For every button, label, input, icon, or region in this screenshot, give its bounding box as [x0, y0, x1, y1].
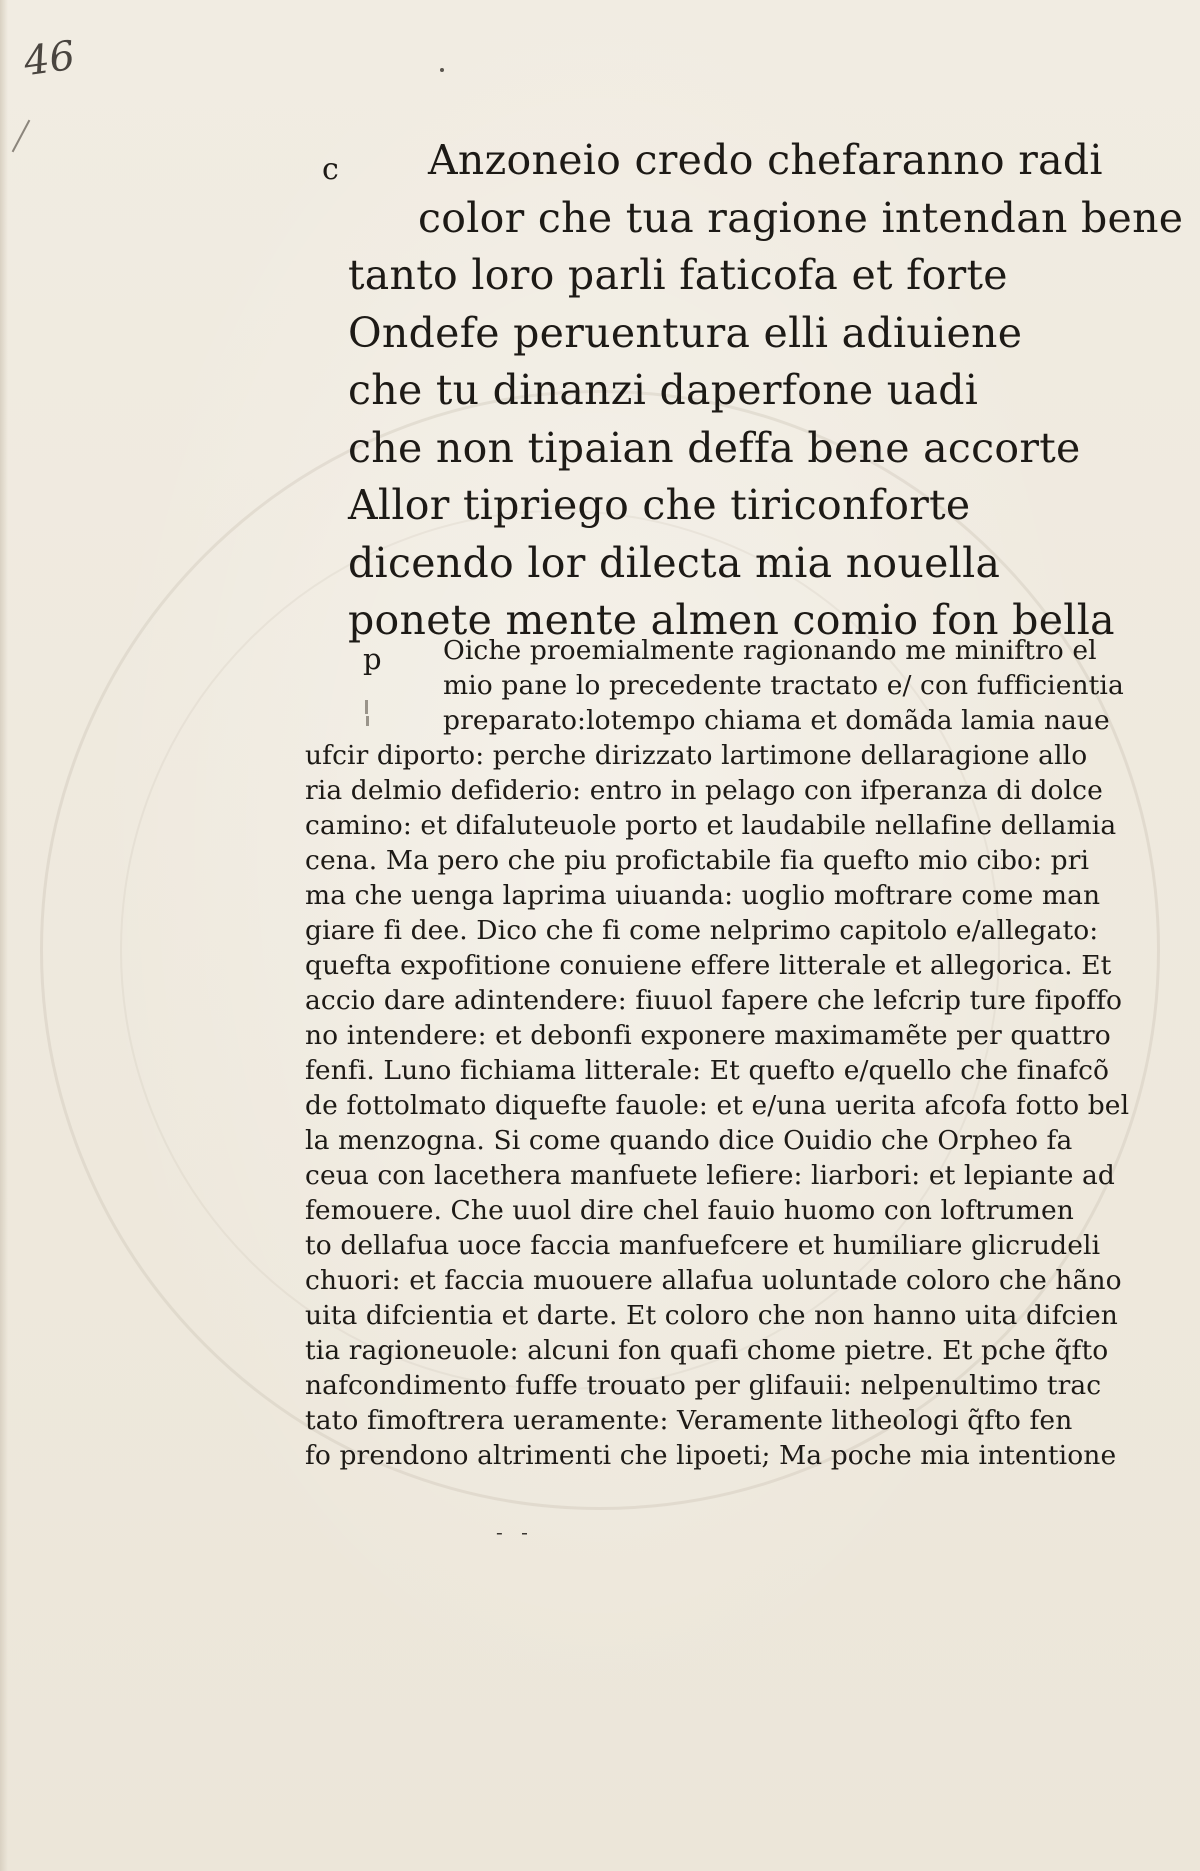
footer-mark: - -: [496, 1520, 534, 1544]
prose-line: ma che uenga laprima uiuanda: uoglio moftrare come man: [305, 880, 1101, 911]
verse-line: ponete mente almen comio fon bella: [348, 596, 1115, 644]
prose-line: ria delmio defiderio: entro in pelago con ifperanza di dolce: [305, 775, 1103, 806]
verse-line: Anzoneio credo chefaranno radi: [428, 136, 1103, 184]
prose-line: femouere. Che uuol dire chel fauio huomo con loftrumen: [305, 1195, 1074, 1226]
prose-line: giare fi dee. Dico che fi come nelprimo capitolo e/allegato:: [305, 915, 1099, 946]
prose-line: uita difcientia et darte. Et coloro che non hanno uita difcien: [305, 1300, 1118, 1331]
prose-line: chuori: et faccia muouere allafua uoluntade coloro che hãno: [305, 1265, 1122, 1296]
prose-line: fenfi. Luno fichiama litterale: Et quefto e/quello che finafcõ: [305, 1055, 1110, 1086]
folio-number: 46: [21, 32, 78, 86]
prose-line: camino: et difaluteuole porto et laudabile nellafine dellamia: [305, 810, 1117, 841]
prose-line: to dellafua uoce faccia manfuefcere et humiliare glicrudeli: [305, 1230, 1101, 1261]
prose-line: ceua con lacethera manfuete lefiere: liarbori: et lepiante ad: [305, 1160, 1115, 1191]
verse-stanza: [348, 132, 1184, 650]
ink-stroke: [12, 120, 31, 153]
prose-line: tato fimoftrera ueramente: Veramente litheologi q̃fto fen: [305, 1405, 1073, 1436]
prose-line: nafcondimento fuffe trouato per glifauii: nelpenultimo trac: [305, 1370, 1102, 1401]
verse-line: che non tipaian deffa bene accorte: [348, 423, 1081, 472]
prose-guide-letter: p: [363, 642, 382, 676]
verse-line: che tu dinanzi daperfone uadi: [348, 366, 979, 414]
prose-line: preparato:lotempo chiama et domãda lamia naue: [443, 705, 1110, 736]
page-edge-shadow: [0, 0, 8, 1871]
ink-dot: [440, 68, 444, 72]
prose-line: ufcir diporto: perche dirizzato lartimone dellaragione allo: [305, 740, 1088, 771]
prose-line: fo prendono altrimenti che lipoeti; Ma poche mia intentione: [305, 1440, 1117, 1471]
commentary-text: [305, 633, 1130, 1473]
verse-line: tanto loro parli faticofa et forte: [348, 251, 1008, 299]
prose-line: de fottolmato diquefte fauole: et e/una uerita afcofa fotto bel: [305, 1090, 1130, 1121]
prose-line: cena. Ma pero che piu profictabile fia quefto mio cibo: pri: [305, 845, 1090, 876]
verse-line: color che tua ragione intendan bene: [418, 193, 1184, 242]
verse-line: Ondefe peruentura elli adiuiene: [348, 308, 1023, 357]
prose-line: quefta expofitione conuiene effere litterale et allegorica. Et: [305, 950, 1112, 981]
prose-line: accio dare adintendere: fiuuol fapere che lefcrip ture fipoffo: [305, 985, 1123, 1016]
verse-line: dicendo lor dilecta mia nouella: [348, 538, 1001, 587]
prose-line: mio pane lo precedente tractato e/ con fufficientia: [443, 670, 1124, 701]
verse-guide-letter: c: [322, 152, 339, 187]
prose-line: la menzogna. Si come quando dice Ouidio che Orpheo fa: [305, 1125, 1073, 1156]
prose-line: Oiche proemialmente ragionando me miniftro el: [443, 635, 1097, 666]
prose-line: no intendere: et debonfi exponere maximamẽte per quattro: [305, 1020, 1111, 1051]
verse-line: Allor tipriego che tiriconforte: [348, 481, 971, 529]
prose-line: tia ragioneuole: alcuni fon quafi chome pietre. Et pche q̃fto: [305, 1335, 1109, 1366]
